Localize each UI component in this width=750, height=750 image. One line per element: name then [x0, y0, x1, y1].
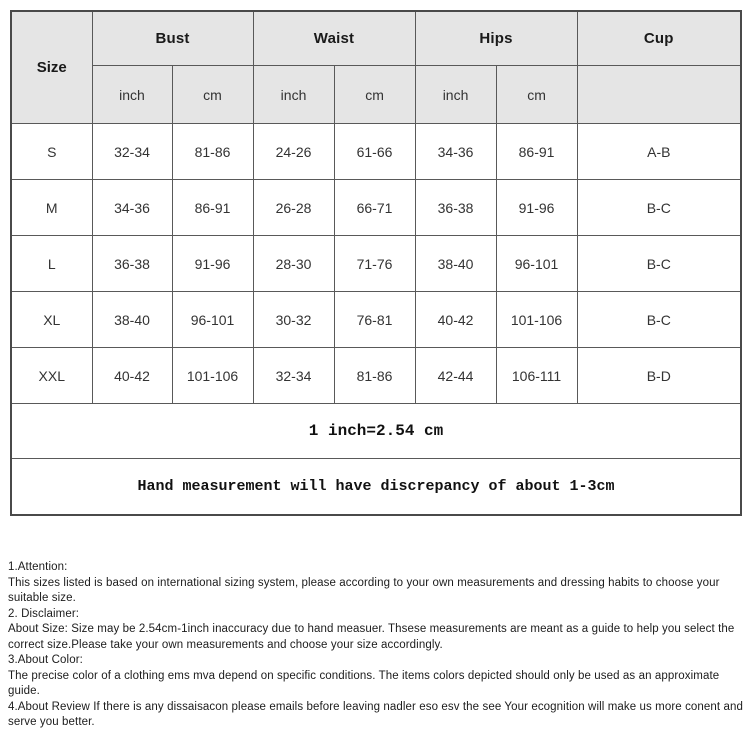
waist-inch-cell: 30-32: [253, 292, 334, 348]
header-waist-inch: inch: [253, 66, 334, 124]
waist-inch-cell: 26-28: [253, 180, 334, 236]
header-bust-cm: cm: [172, 66, 253, 124]
waist-cm-cell: 71-76: [334, 236, 415, 292]
size-cell: L: [11, 236, 92, 292]
waist-inch-cell: 32-34: [253, 348, 334, 404]
header-waist-cm: cm: [334, 66, 415, 124]
footnote-review-body: 4.About Review If there is any dissaisacon please emails before leaving nadler eso esv the see Your ecognition will make us more conent and serve you better.: [8, 700, 743, 728]
table-row: [11, 180, 741, 236]
header-waist: Waist: [253, 11, 415, 66]
waist-cm-cell: 76-81: [334, 292, 415, 348]
cup-cell: A-B: [577, 124, 741, 180]
bust-inch-cell: 38-40: [92, 292, 172, 348]
bust-cm-cell: 86-91: [172, 180, 253, 236]
hips-cm-cell: 101-106: [496, 292, 577, 348]
footnote-disclaimer-body: About Size: Size may be 2.54cm-1inch inaccuracy due to hand measuer. Thsese measurements are meant as a guide to help you select the correct size.Please take your own measurements and choose your size accordingly.: [8, 623, 735, 651]
waist-inch-cell: 24-26: [253, 124, 334, 180]
note-row-measurement-discrepancy: [11, 459, 741, 516]
table-row: [11, 348, 741, 404]
waist-cm-cell: 81-86: [334, 348, 415, 404]
header-bust-inch: inch: [92, 66, 172, 124]
footnote-attention-heading: 1.Attention:: [8, 561, 68, 573]
waist-cm-cell: 61-66: [334, 124, 415, 180]
hips-inch-cell: 42-44: [415, 348, 496, 404]
bust-inch-cell: 34-36: [92, 180, 172, 236]
header-row-units: [11, 66, 741, 124]
footnote-attention-body: This sizes listed is based on international sizing system, please according to your own measurements and dressing habits to choose your suitable size.: [8, 576, 720, 604]
size-cell: S: [11, 124, 92, 180]
bust-cm-cell: 91-96: [172, 236, 253, 292]
header-row-groups: [11, 11, 741, 66]
cup-cell: B-C: [577, 180, 741, 236]
cup-cell: B-D: [577, 348, 741, 404]
cup-cell: B-C: [577, 292, 741, 348]
header-bust: Bust: [92, 11, 253, 66]
bust-inch-cell: 36-38: [92, 236, 172, 292]
header-size: Size: [11, 11, 92, 124]
size-cell: M: [11, 180, 92, 236]
hips-inch-cell: 34-36: [415, 124, 496, 180]
hips-cm-cell: 96-101: [496, 236, 577, 292]
hips-cm-cell: 86-91: [496, 124, 577, 180]
size-cell: XL: [11, 292, 92, 348]
size-cell: XXL: [11, 348, 92, 404]
table-row: [11, 124, 741, 180]
footnote-color-body: The precise color of a clothing ems mva depend on specific conditions. The items colors depicted should only be used as an approximate guide.: [8, 669, 720, 697]
size-chart-table: [10, 10, 742, 516]
bust-cm-cell: 81-86: [172, 124, 253, 180]
hips-cm-cell: 106-111: [496, 348, 577, 404]
hips-inch-cell: 36-38: [415, 180, 496, 236]
header-cup: Cup: [577, 11, 741, 66]
header-hips-cm: cm: [496, 66, 577, 124]
cup-cell: B-C: [577, 236, 741, 292]
waist-cm-cell: 66-71: [334, 180, 415, 236]
header-cup-empty: [577, 66, 741, 124]
waist-inch-cell: 28-30: [253, 236, 334, 292]
bust-inch-cell: 40-42: [92, 348, 172, 404]
bust-cm-cell: 96-101: [172, 292, 253, 348]
footnote-disclaimer-heading: 2. Disclaimer:: [8, 607, 80, 620]
table-row: [11, 292, 741, 348]
table-row: [11, 236, 741, 292]
bust-inch-cell: 32-34: [92, 124, 172, 180]
bust-cm-cell: 101-106: [172, 348, 253, 404]
footnotes-section: [8, 560, 746, 731]
measurement-discrepancy-note: Hand measurement will have discrepancy of about 1-3cm: [11, 459, 741, 516]
note-row-inch-conversion: [11, 404, 741, 459]
inch-conversion-note: 1 inch=2.54 cm: [11, 404, 741, 459]
header-hips: Hips: [415, 11, 577, 66]
footnote-color-heading: 3.About Color:: [8, 654, 83, 666]
hips-cm-cell: 91-96: [496, 180, 577, 236]
hips-inch-cell: 38-40: [415, 236, 496, 292]
header-hips-inch: inch: [415, 66, 496, 124]
hips-inch-cell: 40-42: [415, 292, 496, 348]
